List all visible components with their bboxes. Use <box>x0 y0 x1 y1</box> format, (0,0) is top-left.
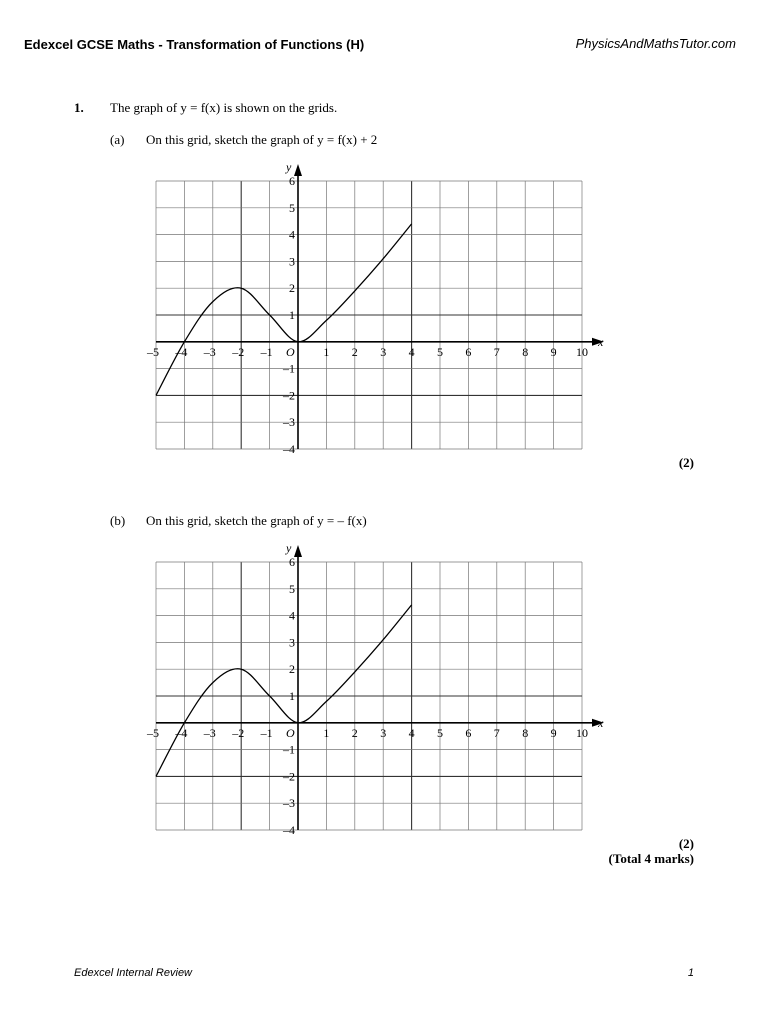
x-tick-label: 4 <box>408 344 415 359</box>
y-tick-label: 6 <box>289 555 295 569</box>
x-tick-label: 6 <box>465 344 472 359</box>
graph-b <box>0 541 768 841</box>
document-title: Edexcel GCSE Maths - Transformation of Functions (H) <box>24 37 365 52</box>
x-tick-label: –1 <box>260 725 273 740</box>
y-axis-arrow <box>294 164 302 176</box>
x-tick-label: –2 <box>232 344 245 359</box>
y-tick-label: 3 <box>289 254 295 269</box>
x-tick-label: 3 <box>380 725 387 740</box>
x-tick-label: –4 <box>175 344 188 359</box>
x-tick-label: 5 <box>437 725 443 740</box>
y-tick-label: –1 <box>283 742 295 757</box>
question-number: 1. <box>74 100 84 115</box>
y-tick-label: –3 <box>283 415 295 430</box>
x-tick-label: 9 <box>550 344 557 359</box>
x-tick-label: 8 <box>522 725 529 740</box>
y-axis-label: y <box>286 541 292 555</box>
part-a-text: On this grid, sketch the graph of y = f(x) + 2 <box>146 132 378 147</box>
x-tick-label: –4 <box>175 725 188 740</box>
y-tick-label: –1 <box>283 361 295 376</box>
part-b-marks: (2) <box>678 836 694 851</box>
origin-label: O <box>286 725 295 740</box>
question-text: The graph of y = f(x) is shown on the grids. <box>110 100 338 115</box>
y-tick-label: 4 <box>289 227 295 242</box>
x-tick-label: 6 <box>465 725 472 740</box>
site-name: PhysicsAndMathsTutor.com <box>575 36 736 51</box>
part-b-text: On this grid, sketch the graph of y = – f(x) <box>146 513 367 528</box>
x-tick-label: 2 <box>351 725 358 740</box>
y-tick-label: 1 <box>289 689 295 703</box>
y-tick-label: –2 <box>283 388 295 403</box>
graph-a <box>0 160 768 460</box>
x-tick-label: –5 <box>147 344 159 359</box>
x-tick-label: –2 <box>232 725 245 740</box>
part-a-marks: (2) <box>678 455 694 470</box>
x-tick-label: 10 <box>576 725 588 740</box>
y-tick-label: 4 <box>289 608 295 623</box>
y-tick-label: 2 <box>289 662 295 677</box>
x-tick-label: –5 <box>147 725 159 740</box>
y-tick-label: –4 <box>283 442 295 456</box>
y-axis-label: y <box>286 160 292 174</box>
part-a-label: (a) <box>110 132 125 147</box>
page-number: 1 <box>687 967 694 979</box>
y-tick-label: –2 <box>283 769 295 784</box>
x-tick-label: 8 <box>522 344 529 359</box>
y-tick-label: 6 <box>289 174 295 188</box>
origin-label: O <box>286 344 295 359</box>
x-tick-label: 9 <box>550 725 557 740</box>
y-tick-label: 3 <box>289 635 295 650</box>
x-tick-label: –3 <box>203 725 216 740</box>
x-tick-label: 1 <box>323 344 330 359</box>
y-tick-label: –3 <box>283 796 295 811</box>
x-tick-label: –1 <box>260 344 273 359</box>
y-tick-label: 1 <box>289 308 295 322</box>
x-tick-label: 4 <box>408 725 415 740</box>
x-tick-label: 5 <box>437 344 443 359</box>
x-tick-label: 7 <box>493 344 500 359</box>
y-axis-arrow <box>294 545 302 557</box>
x-tick-label: 2 <box>351 344 358 359</box>
y-tick-label: 5 <box>289 200 295 215</box>
x-tick-label: –3 <box>203 344 216 359</box>
total-marks: (Total 4 marks) <box>608 851 694 866</box>
x-tick-label: 7 <box>493 725 500 740</box>
y-tick-label: –4 <box>283 823 295 837</box>
y-tick-label: 5 <box>289 581 295 596</box>
x-tick-label: 3 <box>380 344 387 359</box>
x-tick-label: 10 <box>576 344 588 359</box>
x-tick-label: 1 <box>323 725 330 740</box>
x-axis-label: x <box>598 715 604 730</box>
part-b-label: (b) <box>110 513 126 528</box>
y-tick-label: 2 <box>289 281 295 296</box>
footer-source: Edexcel Internal Review <box>74 967 193 979</box>
x-axis-label: x <box>598 334 604 349</box>
